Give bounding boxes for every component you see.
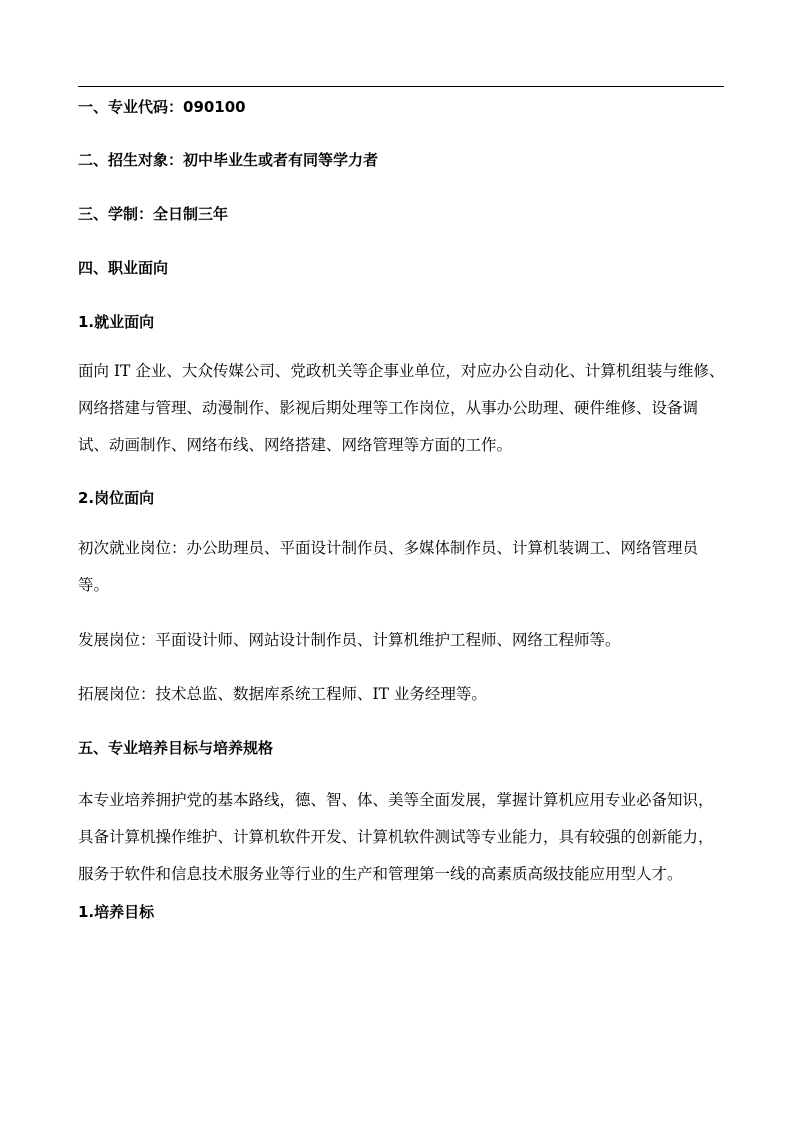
training-goal-heading: 1.培养目标 bbox=[78, 903, 155, 921]
initial-positions-line: 等。 bbox=[78, 576, 110, 594]
header-rule bbox=[78, 86, 724, 87]
employment-line: 网络搭建与管理、动漫制作、影视后期处理等工作岗位，从事办公助理、硬件维修、设备调 bbox=[78, 399, 699, 417]
section-study-duration: 三、学制：全日制三年 bbox=[78, 205, 229, 223]
employment-line: 面向 IT 企业、大众传媒公司、党政机关等企事业单位，对应办公自动化、计算机组装与维修、 bbox=[78, 362, 725, 380]
training-line: 本专业培养拥护党的基本路线，德、智、体、美等全面发展，掌握计算机应用专业必备知识， bbox=[78, 791, 714, 809]
expansion-positions: 拓展岗位：技术总监、数据库系统工程师、IT 业务经理等。 bbox=[78, 685, 487, 703]
training-line: 服务于软件和信息技术服务业等行业的生产和管理第一线的高素质高级技能应用型人才。 bbox=[78, 865, 683, 883]
development-positions: 发展岗位：平面设计师、网站设计制作员、计算机维护工程师、网络工程师等。 bbox=[78, 631, 621, 649]
section-major-code: 一、专业代码：090100 bbox=[78, 98, 246, 116]
employment-line: 试、动画制作、网络布线、网络搭建、网络管理等方面的工作。 bbox=[78, 436, 513, 454]
training-heading: 五、专业培养目标与培养规格 bbox=[78, 739, 274, 757]
section-admission-target: 二、招生对象：初中毕业生或者有同等学力者 bbox=[78, 151, 379, 169]
initial-positions-line: 初次就业岗位：办公助理员、平面设计制作员、多媒体制作员、计算机装调工、网络管理员 bbox=[78, 539, 699, 557]
section-career-orientation: 四、职业面向 bbox=[78, 259, 169, 277]
training-line: 具备计算机操作维护、计算机软件开发、计算机软件测试等专业能力，具有较强的创新能力， bbox=[78, 828, 714, 846]
employment-heading: 1.就业面向 bbox=[78, 313, 155, 331]
positions-heading: 2.岗位面向 bbox=[78, 489, 155, 507]
